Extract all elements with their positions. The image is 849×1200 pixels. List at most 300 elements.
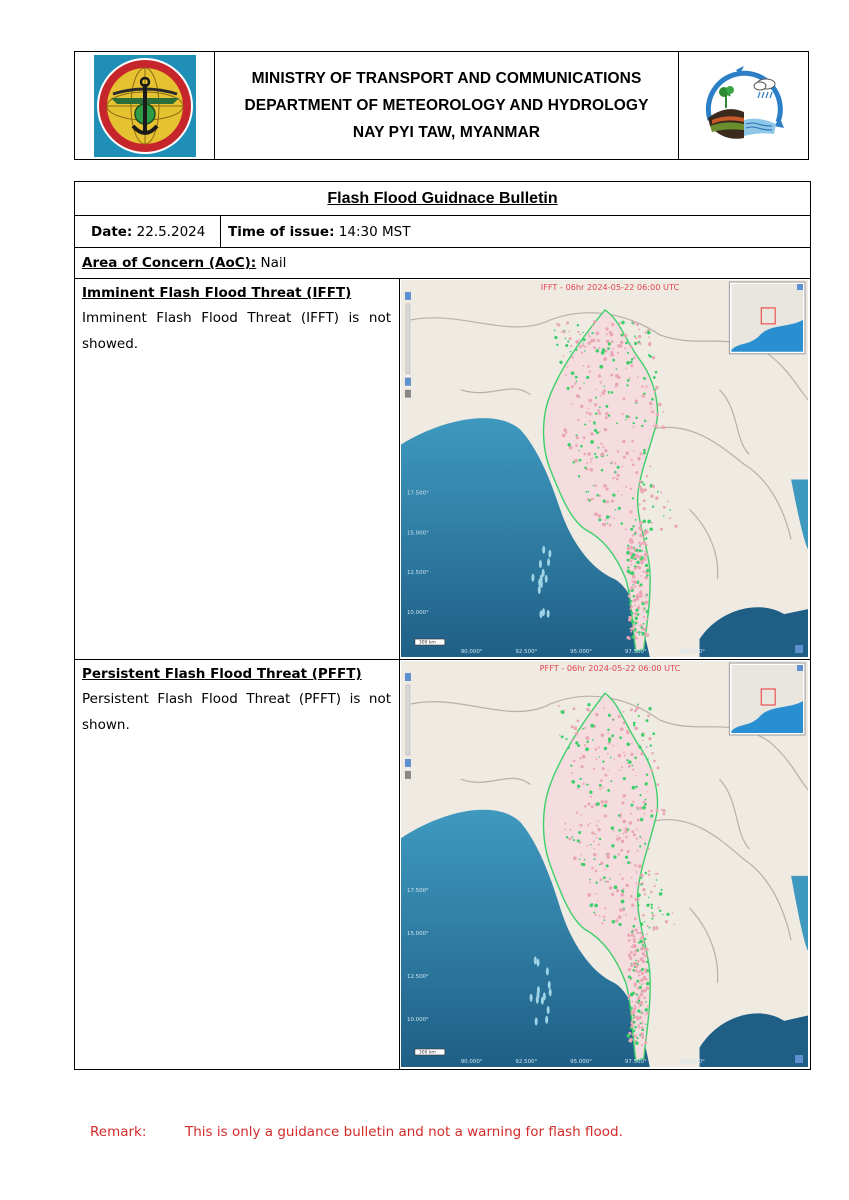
basin-cell (602, 767, 605, 770)
basin-cell (656, 413, 659, 416)
basin-cell (578, 450, 579, 451)
basin-cell (578, 475, 580, 477)
basin-cell (639, 986, 642, 989)
pfft-heading: Persistent Flash Flood Threat (PFFT) (82, 666, 362, 682)
basin-cell (637, 562, 639, 564)
basin-cell (625, 486, 627, 488)
latitude-label: 15.000° (406, 530, 429, 537)
island (542, 569, 545, 577)
basin-cell (592, 739, 594, 741)
basin-cell (643, 452, 646, 455)
basin-cell (646, 574, 649, 577)
letterhead-text (215, 52, 678, 159)
basin-cell (625, 419, 626, 420)
basin-cell (658, 907, 660, 909)
basin-cell (636, 870, 637, 872)
basin-cell (637, 376, 639, 378)
basin-cell (641, 425, 643, 427)
basin-cell (662, 914, 663, 915)
basin-cell (647, 1006, 649, 1008)
basin-cell (615, 919, 618, 922)
basin-cell (599, 838, 601, 840)
basin-cell (572, 781, 574, 783)
basin-cell (646, 627, 648, 629)
basin-cell (589, 879, 591, 881)
basin-cell (640, 874, 643, 877)
basin-cell (622, 441, 624, 443)
basin-cell (570, 345, 572, 347)
basin-cell (648, 343, 651, 346)
basin-cell (650, 810, 653, 813)
basin-cell (632, 786, 636, 790)
basin-cell (625, 528, 627, 530)
basin-cell (613, 830, 614, 832)
basin-cell (646, 1037, 648, 1039)
basin-cell (589, 468, 593, 472)
scale-bar-label: 300 km (418, 640, 436, 646)
basin-cell (573, 760, 575, 762)
basin-cell (639, 343, 641, 345)
basin-cell (643, 813, 645, 815)
basin-cell (618, 915, 622, 919)
basin-cell (577, 839, 580, 842)
basin-cell (588, 334, 590, 336)
basin-cell (554, 330, 556, 332)
basin-cell (605, 416, 608, 419)
basin-cell (622, 890, 625, 893)
basin-cell (637, 911, 638, 912)
basin-cell (606, 500, 609, 503)
basin-cell (630, 361, 633, 364)
zoom-in-icon (405, 292, 411, 300)
basin-cell (632, 497, 634, 499)
basin-cell (633, 945, 636, 948)
basin-cell (621, 494, 623, 496)
basin-cell (600, 443, 602, 445)
basin-cell (644, 954, 647, 957)
basin-cell (640, 631, 642, 633)
basin-cell (606, 852, 610, 856)
basin-cell (610, 780, 612, 782)
basin-cell (643, 499, 646, 502)
basin-cell (579, 778, 581, 780)
map-title: PFFT - 06hr 2024-05-22 06:00 UTC (539, 662, 681, 674)
basin-cell (642, 952, 645, 955)
basin-cell (633, 450, 635, 452)
basin-cell (633, 580, 636, 583)
basin-cell (623, 456, 626, 459)
basin-cell (604, 747, 607, 750)
basin-cell (584, 424, 586, 426)
basin-cell (589, 881, 591, 883)
basin-cell (598, 746, 600, 748)
basin-cell (581, 863, 584, 866)
basin-cell (586, 708, 589, 711)
basin-cell (634, 1005, 636, 1007)
basin-cell (639, 1016, 642, 1019)
basin-cell (635, 337, 637, 339)
basin-cell (633, 936, 635, 938)
basin-cell (626, 850, 629, 853)
basin-cell (645, 799, 647, 801)
basin-cell (589, 335, 591, 337)
basin-cell (652, 485, 655, 488)
basin-cell (651, 904, 653, 906)
basin-cell (633, 595, 636, 598)
basin-cell (642, 1011, 644, 1013)
basin-cell (640, 752, 643, 755)
basin-cell (628, 998, 630, 1000)
basin-cell (648, 737, 651, 740)
basin-cell (641, 1044, 643, 1046)
basin-cell (632, 969, 635, 972)
longitude-label: 92.500° (515, 649, 538, 656)
ifft-text: Imminent Flash Flood Threat (IFFT) is not showed. (82, 310, 391, 352)
basin-cell (580, 445, 583, 448)
basin-cell (578, 831, 581, 834)
pfft-map (401, 661, 808, 1067)
basin-cell (601, 922, 603, 924)
longitude-label: 97.500° (624, 1058, 647, 1066)
basin-cell (646, 933, 648, 935)
basin-cell (616, 835, 618, 837)
basin-cell (616, 368, 618, 370)
basin-cell (597, 828, 600, 831)
basin-cell (646, 961, 649, 964)
ministry-logo-cell (75, 52, 215, 159)
basin-cell (643, 531, 646, 534)
basin-cell (602, 523, 605, 526)
basin-cell (638, 1000, 641, 1003)
basin-cell (655, 371, 658, 374)
basin-cell (589, 413, 592, 416)
basin-cell (622, 801, 625, 804)
basin-cell (566, 836, 568, 838)
basin-cell (575, 741, 578, 744)
basin-cell (631, 627, 635, 631)
basin-cell (629, 603, 631, 605)
basin-cell (616, 889, 619, 892)
basin-cell (604, 774, 607, 777)
basin-cell (601, 733, 605, 737)
basin-cell (571, 836, 573, 838)
basin-cell (625, 827, 628, 830)
basin-cell (633, 321, 636, 324)
basin-cell (633, 1021, 636, 1024)
basin-cell (565, 374, 567, 376)
basin-cell (622, 820, 626, 824)
basin-cell (590, 461, 592, 463)
basin-cell (577, 744, 580, 747)
basin-cell (643, 541, 646, 544)
basin-cell (570, 351, 572, 353)
basin-cell (618, 853, 620, 855)
basin-cell (613, 855, 616, 858)
basin-cell (625, 914, 627, 916)
basin-cell (634, 342, 637, 345)
basin-cell (648, 707, 651, 710)
basin-cell (604, 804, 607, 807)
basin-cell (591, 867, 594, 870)
basin-cell (645, 564, 648, 567)
basin-cell (642, 944, 644, 946)
basin-cell (629, 560, 632, 563)
basin-cell (638, 341, 640, 343)
basin-cell (662, 809, 665, 812)
time-value: 14:30 MST (338, 223, 411, 240)
basin-cell (643, 488, 646, 491)
basin-cell (594, 512, 598, 516)
island (547, 1006, 550, 1014)
basin-cell (604, 919, 606, 921)
basin-cell (639, 534, 643, 538)
basin-cell (589, 420, 591, 422)
island (536, 996, 539, 1004)
layer-icon (405, 771, 411, 779)
basin-cell (627, 379, 630, 382)
basin-cell (594, 484, 597, 487)
basin-cell (612, 478, 614, 480)
basin-cell (651, 398, 654, 401)
basin-cell (576, 720, 579, 723)
basin-cell (641, 972, 644, 975)
basin-cell (633, 422, 635, 424)
basin-cell (634, 585, 636, 587)
basin-cell (588, 408, 590, 410)
basin-cell (637, 893, 641, 897)
basin-cell (584, 744, 586, 746)
basin-cell (584, 346, 586, 348)
basin-cell (614, 759, 616, 761)
basin-cell (634, 756, 637, 759)
basin-cell (632, 584, 633, 585)
island (541, 997, 544, 1005)
basin-cell (645, 537, 647, 539)
basin-cell (579, 339, 580, 340)
basin-cell (630, 488, 632, 490)
basin-cell (599, 878, 602, 881)
basin-cell (608, 342, 611, 345)
basin-cell (628, 377, 630, 379)
basin-cell (631, 459, 633, 461)
longitude-label: 97.500° (624, 649, 647, 656)
basin-cell (669, 509, 671, 511)
basin-cell (629, 821, 633, 825)
basin-cell (596, 389, 597, 390)
basin-cell (651, 752, 653, 755)
basin-cell (634, 1034, 637, 1037)
basin-cell (572, 461, 574, 463)
basin-cell (669, 517, 671, 519)
basin-cell (584, 859, 586, 861)
basin-cell (600, 395, 602, 397)
island (535, 1017, 538, 1025)
basin-cell (631, 1025, 634, 1028)
basin-cell (599, 756, 600, 757)
basin-cell (647, 714, 650, 717)
basin-cell (626, 415, 629, 418)
basin-cell (638, 335, 641, 338)
basin-cell (645, 552, 648, 555)
basin-cell (583, 382, 584, 383)
basin-cell (562, 712, 564, 714)
basin-cell (580, 854, 582, 856)
basin-cell (602, 348, 606, 352)
basin-cell (646, 618, 648, 620)
basin-cell (636, 932, 639, 935)
basin-cell (571, 403, 573, 405)
basin-cell (631, 1010, 633, 1012)
basin-cell (638, 541, 641, 544)
basin-cell (573, 856, 577, 860)
basin-cell (620, 816, 622, 818)
basin-cell (609, 878, 611, 880)
basin-cell (571, 725, 574, 728)
island (547, 558, 550, 566)
basin-cell (666, 913, 669, 916)
basin-cell (641, 968, 644, 971)
basin-cell (621, 900, 625, 904)
basin-cell (631, 743, 633, 745)
basin-cell (644, 843, 646, 845)
basin-cell (594, 403, 597, 406)
longitude-label: 90.000° (460, 1058, 483, 1066)
remark (90, 1124, 623, 1140)
basin-cell (645, 1008, 649, 1012)
basin-cell (643, 519, 647, 523)
basin-cell (617, 450, 620, 453)
basin-cell (569, 337, 572, 340)
basin-cell (660, 528, 663, 531)
basin-cell (599, 915, 600, 916)
basin-cell (643, 983, 644, 984)
basin-cell (642, 739, 644, 741)
basin-cell (607, 347, 610, 350)
basin-cell (632, 800, 634, 802)
basin-cell (642, 888, 645, 892)
basin-cell (647, 791, 648, 793)
basin-cell (582, 342, 583, 343)
basin-cell (598, 347, 600, 349)
basin-cell (639, 503, 641, 505)
basin-cell (640, 544, 642, 546)
basin-cell (662, 411, 664, 413)
basin-cell (594, 429, 597, 432)
basin-cell (631, 586, 633, 588)
basin-cell (625, 342, 628, 345)
basin-cell (641, 935, 645, 939)
basin-cell (591, 332, 593, 334)
island (539, 560, 542, 568)
island (547, 610, 550, 618)
basin-cell (638, 1026, 640, 1028)
basin-cell (571, 356, 573, 358)
basin-cell (644, 1041, 647, 1044)
basin-cell (587, 845, 589, 847)
basin-cell (600, 381, 602, 383)
basin-cell (630, 862, 632, 864)
basin-cell (583, 365, 585, 367)
basin-cell (630, 600, 632, 602)
basin-cell (596, 882, 598, 884)
basin-cell (618, 829, 621, 832)
basin-cell (635, 519, 637, 521)
basin-cell (559, 734, 561, 736)
ifft-text-cell (75, 279, 400, 659)
basin-cell (593, 853, 596, 856)
basin-cell (618, 923, 621, 926)
basin-cell (638, 526, 641, 529)
basin-cell (601, 391, 605, 395)
basin-cell (667, 500, 669, 502)
basin-cell (650, 891, 653, 894)
zoom-slider (406, 304, 410, 374)
basin-cell (631, 440, 634, 443)
basin-cell (645, 947, 647, 949)
basin-cell (590, 440, 594, 444)
basin-cell (601, 469, 604, 472)
basin-cell (582, 755, 586, 759)
basin-cell (584, 805, 586, 807)
ifft-map (401, 280, 808, 657)
basin-cell (573, 839, 575, 841)
basin-cell (647, 331, 651, 335)
basin-cell (612, 744, 614, 746)
basin-cell (611, 323, 614, 326)
basin-cell (638, 883, 640, 885)
basin-cell (603, 484, 607, 488)
basin-cell (617, 352, 619, 354)
basin-cell (594, 848, 596, 850)
bulletin-table (74, 181, 811, 1070)
basin-cell (597, 447, 599, 449)
department-name: DEPARTMENT OF METEOROLOGY AND HYDROLOGY (244, 97, 649, 114)
basin-cell (626, 884, 629, 887)
basin-cell (660, 889, 662, 891)
island (530, 994, 533, 1002)
basin-cell (590, 432, 593, 435)
basin-cell (591, 457, 593, 459)
basin-cell (592, 325, 594, 327)
basin-cell (576, 381, 578, 383)
basin-cell (652, 914, 655, 917)
basin-cell (608, 391, 610, 393)
basin-cell (600, 800, 603, 803)
basin-cell (611, 893, 614, 896)
basin-cell (563, 355, 565, 357)
basin-cell (598, 374, 601, 377)
basin-cell (608, 414, 610, 416)
basin-cell (644, 950, 646, 952)
basin-cell (640, 567, 641, 568)
basin-cell (636, 838, 638, 840)
basin-cell (640, 575, 642, 577)
basin-cell (630, 753, 633, 756)
basin-cell (650, 494, 653, 497)
letterhead (74, 51, 809, 160)
basin-cell (595, 397, 597, 399)
basin-cell (611, 500, 614, 503)
basin-cell (635, 417, 637, 419)
basin-cell (647, 520, 651, 524)
basin-cell (618, 754, 622, 758)
basin-cell (645, 543, 647, 545)
basin-cell (637, 457, 641, 461)
basin-cell (645, 559, 647, 561)
basin-cell (626, 759, 628, 761)
basin-cell (574, 726, 578, 730)
remark-text: This is only a guidance bulletin and not a warning for flash flood. (185, 1124, 623, 1140)
